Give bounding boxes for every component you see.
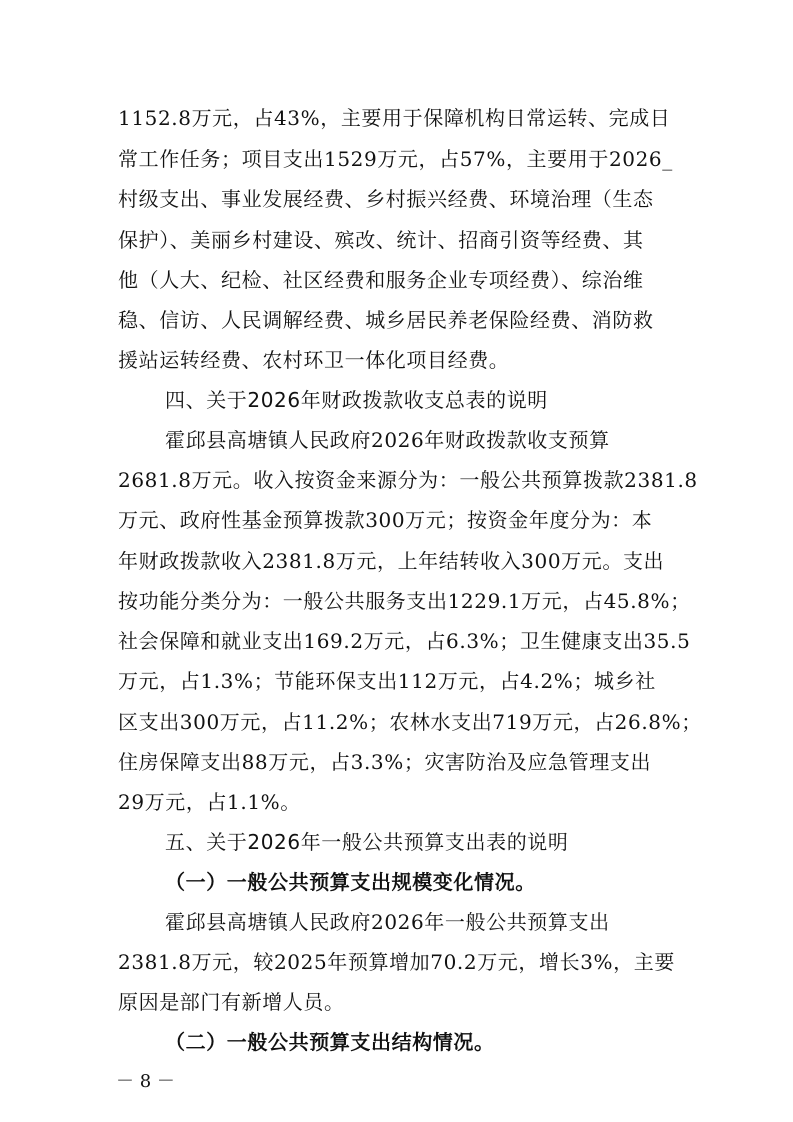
body-text-line: 村级支出、事业发展经费、乡村振兴经费、环境治理（生态 <box>118 187 654 211</box>
body-text-line: 保护）、美丽乡村建设、殡改、统计、招商引资等经费、其 <box>118 228 644 252</box>
page-number: － 8 － <box>116 1071 175 1092</box>
body-text-line: 霍邱县高塘镇人民政府2026年一般公共预算支出 <box>165 910 610 934</box>
body-text-line: 他（人大、纪检、社区经费和服务企业专项经费）、综治维 <box>118 268 644 292</box>
body-text-line: 2681.8万元。收入按资金来源分为：一般公共预算拨款2381.8 <box>118 468 698 492</box>
body-text-line: 住房保障支出88万元，占3.3%；灾害防治及应急管理支出 <box>118 750 652 774</box>
body-text-line: 霍邱县高塘镇人民政府2026年财政拨款收支预算 <box>165 428 610 452</box>
body-text-line: 原因是部门有新增人员。 <box>118 990 345 1014</box>
body-text-line: 稳、信访、人民调解经费、城乡居民养老保险经费、消防救 <box>118 308 654 332</box>
subsection-heading: （二）一般公共预算支出结构情况。 <box>165 1030 495 1054</box>
body-text-line: 社会保障和就业支出169.2万元，占6.3%；卫生健康支出35.5 <box>118 629 691 653</box>
body-text-line: 援站运转经费、农村环卫一体化项目经费。 <box>118 348 510 372</box>
body-text-line: 常工作任务；项目支出1529万元，占57%，主要用于2026_ <box>118 147 673 171</box>
subsection-heading: （一）一般公共预算支出规模变化情况。 <box>165 870 536 894</box>
body-text-line: 万元、政府性基金预算拨款300万元；按资金年度分为：本 <box>118 508 653 532</box>
body-text-line: 29万元，占1.1%。 <box>118 790 301 814</box>
body-text-line: 1152.8万元，占43%，主要用于保障机构日常运转、完成日 <box>118 106 671 130</box>
body-text-line: 区支出300万元，占11.2%；农林水支出719万元，占26.8%； <box>118 710 702 734</box>
body-text-line: 万元，占1.3%；节能环保支出112万元，占4.2%；城乡社 <box>118 669 656 693</box>
section-heading: 五、关于2026年一般公共预算支出表的说明 <box>165 830 569 854</box>
body-text-line: 按功能分类分为：一般公共服务支出1229.1万元，占45.8%； <box>118 589 691 613</box>
body-text-line: 年财政拨款收入2381.8万元，上年结转收入300万元。支出 <box>118 549 665 573</box>
body-text-line: 2381.8万元，较2025年预算增加70.2万元，增长3%，主要 <box>118 950 675 974</box>
section-heading: 四、关于2026年财政拨款收支总表的说明 <box>165 388 548 412</box>
